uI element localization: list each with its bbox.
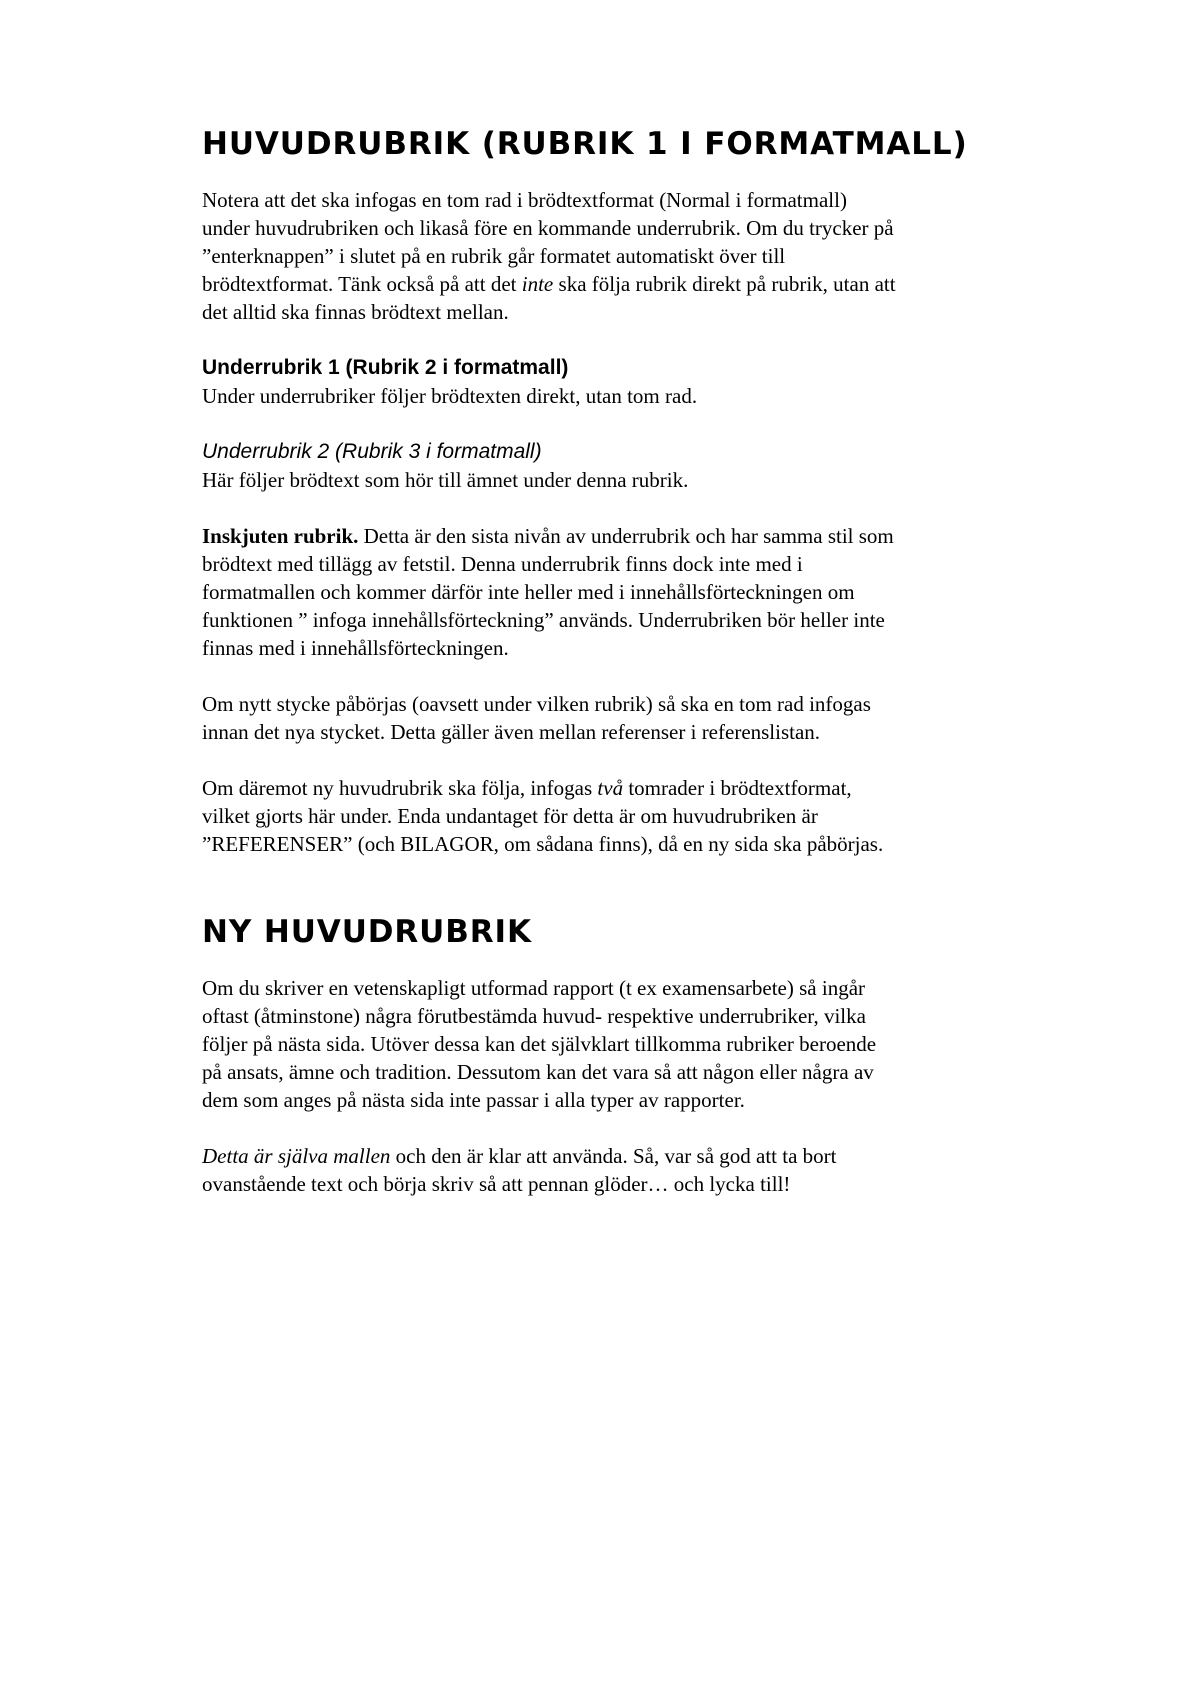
paragraph-line: på ansats, ämne och tradition. Dessutom kan det vara så att någon eller några av xyxy=(202,1060,874,1084)
paragraph-line: Notera att det ska infogas en tom rad i brödtextformat (Normal i formatmall) xyxy=(202,188,847,212)
paragraph-line: Om nytt stycke påbörjas (oavsett under vilken rubrik) så ska en tom rad infogas xyxy=(202,692,871,716)
paragraph-line: finnas med i innehållsförteckningen. xyxy=(202,636,509,660)
paragraph-line: vilket gjorts här under. Enda undantaget för detta är om huvudrubriken är xyxy=(202,804,818,828)
subheading-level-2: Underrubrik 1 (Rubrik 2 i formatmall) xyxy=(202,356,569,379)
paragraph-line xyxy=(202,774,1032,802)
text-run: tomrader i brödtextformat, xyxy=(623,776,852,800)
paragraph-line: ”REFERENSER” (och BILAGOR, om sådana finns), då en ny sida ska påbörjas. xyxy=(202,832,884,856)
subheading-level-3: Underrubrik 2 (Rubrik 3 i formatmall) xyxy=(202,440,542,463)
text-run: Om däremot ny huvudrubrik ska följa, infogas xyxy=(202,776,598,800)
paragraph-line: ”enterknappen” i slutet på en rubrik går formatet automatiskt över till xyxy=(202,244,786,268)
emphasis-text: två xyxy=(597,776,624,800)
paragraph-line: ovanstående text och börja skriv så att pennan glöder… och lycka till! xyxy=(202,1172,791,1196)
text-run: Detta är den sista nivån av underrubrik och har samma stil som xyxy=(358,524,894,548)
paragraph-line: brödtext med tillägg av fetstil. Denna underrubrik finns dock inte med i xyxy=(202,552,803,576)
paragraph-line: oftast (åtminstone) några förutbestämda huvud- respektive underrubriker, vilka xyxy=(202,1004,866,1028)
paragraph-line: följer på nästa sida. Utöver dessa kan det självklart tillkomma rubriker beroende xyxy=(202,1032,877,1056)
run-in-paragraph xyxy=(202,522,1032,662)
emphasis-text: Detta är själva mallen xyxy=(202,1144,391,1168)
main-heading: HUVUDRUBRIK (RUBRIK 1 I FORMATMALL) xyxy=(202,126,968,162)
run-in-heading: Inskjuten rubrik. xyxy=(202,524,359,548)
report-paragraph xyxy=(202,974,1032,1114)
closing-paragraph xyxy=(202,1142,1032,1198)
paragraph-line xyxy=(202,1142,1032,1170)
paragraph-line: det alltid ska finnas brödtext mellan. xyxy=(202,300,509,324)
main-heading-new: NY HUVUDRUBRIK xyxy=(202,914,532,950)
text-run: och den är klar att använda. Så, var så god att ta bort xyxy=(390,1144,837,1168)
intro-paragraph xyxy=(202,186,1032,326)
paragraph-line: formatmallen och kommer därför inte heller med i innehållsförteckningen om xyxy=(202,580,855,604)
paragraph-line: Under underrubriker följer brödtexten direkt, utan tom rad. xyxy=(202,384,698,408)
paragraph-line: Här följer brödtext som hör till ämnet under denna rubrik. xyxy=(202,468,689,492)
paragraph-line: dem som anges på nästa sida inte passar i alla typer av rapporter. xyxy=(202,1088,745,1112)
paragraph-line: funktionen ” infoga innehållsförteckning” används. Underrubriken bör heller inte xyxy=(202,608,885,632)
emphasis-text: inte xyxy=(521,272,554,296)
paragraph-line: under huvudrubriken och likaså före en kommande underrubrik. Om du trycker på xyxy=(202,216,894,240)
text-run: brödtextformat. Tänk också på att det xyxy=(202,272,522,296)
paragraph-line: Om du skriver en vetenskapligt utformad rapport (t ex examensarbete) så ingår xyxy=(202,976,866,1000)
paragraph-line xyxy=(202,270,1032,298)
paragraph-line xyxy=(202,522,1032,550)
two-blank-lines-note xyxy=(202,774,1032,858)
document-body xyxy=(202,126,1032,1198)
text-run: ska följa rubrik direkt på rubrik, utan att xyxy=(553,272,896,296)
new-paragraph-note xyxy=(202,690,1032,746)
paragraph-line: innan det nya stycket. Detta gäller även mellan referenser i referenslistan. xyxy=(202,720,821,744)
